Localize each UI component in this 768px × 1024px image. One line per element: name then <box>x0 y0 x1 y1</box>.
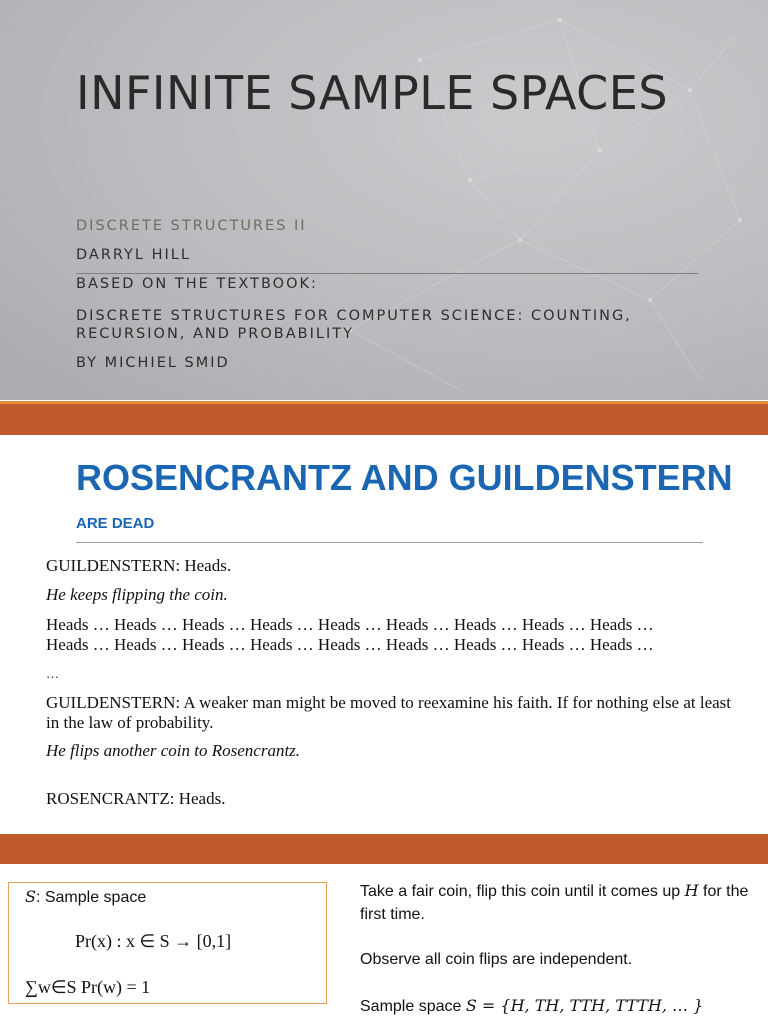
description-text: Take a fair coin, flip this coin until it comes up <box>360 883 681 900</box>
quote-line: ROSENCRANTZ: Heads. <box>46 789 226 808</box>
course-name: DISCRETE STRUCTURES II <box>76 218 307 234</box>
sample-space-set: S = {H, TH, TTH, TTTH, … } <box>465 996 704 1015</box>
quote-line: GUILDENSTERN: Heads. <box>46 556 232 575</box>
quote-line: Heads … Heads … Heads … Heads … Heads … Heads … Heads … Heads … Heads … <box>46 615 654 634</box>
slide-separator-bar <box>0 401 768 435</box>
quote-line: GUILDENSTERN: A weaker man might be moved to reexamine his faith. If for nothing else at least in the law of probability. <box>46 693 732 732</box>
stage-direction: He keeps flipping the coin. <box>46 585 228 604</box>
play-title <box>76 459 768 543</box>
s-symbol: S <box>25 887 36 906</box>
author-name: DARRYL HILL <box>76 247 191 263</box>
probability-function: Pr(x) : x ∈ S → [0,1] <box>75 931 232 951</box>
sample-space-def <box>25 887 146 907</box>
experiment-description <box>360 879 760 926</box>
definition-box <box>8 882 327 1004</box>
ellipsis-line: … <box>46 666 59 681</box>
textbook-title: DISCRETE STRUCTURES FOR COMPUTER SCIENCE: COUNTING, RECURSION, AND PROBABILITY <box>76 308 632 342</box>
stage-direction: He flips another coin to Rosencrantz. <box>46 741 301 760</box>
textbook-author: BY MICHIEL SMID <box>76 355 230 371</box>
play-title-main: ROSENCRANTZ AND GUILDENSTERN <box>76 457 733 498</box>
quote-line: Heads … Heads … Heads … Heads … Heads … Heads … Heads … Heads … Heads … <box>46 635 654 654</box>
divider <box>76 273 698 274</box>
sample-space-line <box>360 994 760 1018</box>
sum-equation: ∑w∈S Pr(w) = 1 <box>25 977 151 997</box>
description-text: for the first time. <box>360 883 749 923</box>
play-title-suffix: ARE DEAD <box>76 515 155 532</box>
based-on-label: BASED ON THE TEXTBOOK: <box>76 276 318 292</box>
slide-separator-bar <box>0 834 768 864</box>
sample-space-label: : Sample space <box>35 889 147 906</box>
slide-title: INFINITE SAMPLE SPACES <box>76 66 669 120</box>
title-divider <box>76 542 703 543</box>
h-symbol: H <box>684 881 699 900</box>
sample-space-label: Sample space <box>360 998 462 1015</box>
independence-note: Observe all coin flips are independent. <box>360 951 633 968</box>
title-slide <box>0 0 768 400</box>
